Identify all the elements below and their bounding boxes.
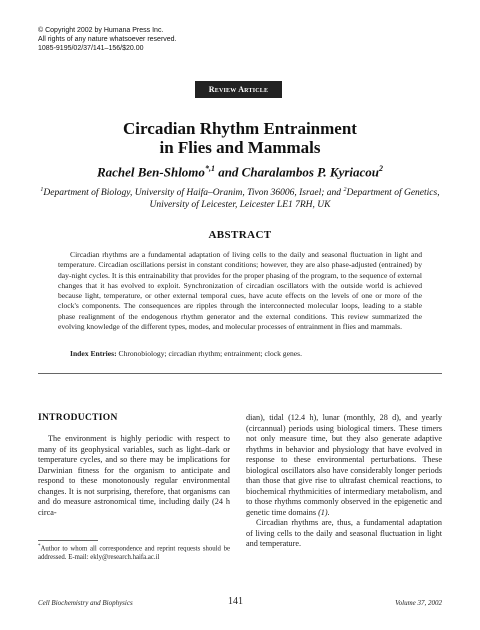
footnote-mark: * [38,544,41,549]
abstract-heading: ABSTRACT [208,229,272,241]
author-connector: and [214,164,242,180]
introduction-right-column [246,413,442,550]
journal-name: Cell Biochemistry and Biophysics [38,599,133,607]
author-1-mark: *,1 [204,164,215,173]
index-entries [70,349,422,359]
affiliation-2-text: Department of Genetics, University of Leicester, Leicester LE1 7RH, UK [149,188,440,211]
introduction-paragraph-continued [246,413,442,518]
affiliation-1-mark: 1 [40,187,44,193]
introduction-paragraph-2: Circadian rhythms are, thus, a fundamental adaptation of living cells to the daily and seasonal fluctuation in light and temperature. [246,518,442,548]
article-type-banner [195,81,282,98]
rights-line: All rights of any nature whatsoever reserved. [38,36,177,43]
affiliations [38,184,442,211]
affiliation-1-text: Department of Biology, University of Haifa–Oranim, Tivon 36006, Israel; and [43,188,344,199]
affiliation-2-mark: 2 [343,187,347,193]
index-entries-terms: Chronobiology; circadian rhythm; entrainment; clock genes. [116,349,302,358]
copyright-notice [38,26,298,53]
author-1-name: Rachel Ben-Shlomo [96,164,205,180]
paragraph-text: dian), tidal (12.4 h), lunar (monthly, 28 d), and yearly (circannual) periods using biological timers. These timers not only measure time, but they also generate adaptive rhythms in behavior and physiology that have evolved in response to these environmental perturbations. These biological oscillators also have considerably longer periods than those that give rise to ultrafast chemical reactions, to biochemical rhythmicities of intermediary metabolism, and to those rhythms commonly observed in the epigenetic and genetic time domains [246,413,442,517]
article-type-label: Review Article [208,85,269,94]
footnote-text: Author to whom all correspondence and reprint requests should be addressed. E-mail: ekly@research.haifa.ac.il [38,545,230,561]
copyright-line: © Copyright 2002 by Humana Press Inc. [38,27,164,34]
author-2-mark: 2 [379,164,384,173]
issn-line: 1085-9195/02/37/141–156/$20.00 [38,45,144,52]
author-list [40,161,440,179]
introduction-left-column: The environment is highly periodic with respect to many of its geophysical variables, such as light–dark or temperature cycles, and so there may be implications for Darwinian fitness for the organism to anticipate and respond to these monotonously regular environmental changes. It is not surprising, therefore, that organisms can and do measure astronomical time, including daily (24 h circa- [38,434,230,517]
footnote-rule [38,540,98,541]
citation-reference: (1). [318,507,330,517]
correspondence-footnote [38,543,230,562]
page-number: 141 [228,596,243,607]
volume-info: Volume 37, 2002 [395,599,442,607]
introduction-heading: INTRODUCTION [38,413,118,423]
author-2-name: Charalambos P. Kyriacou [241,164,380,180]
title-line-1: Circadian Rhythm Entrainment [123,119,357,138]
index-entries-label: Index Entries: [70,349,117,358]
article-title [60,119,420,157]
title-line-2: in Flies and Mammals [159,138,321,157]
section-divider [38,373,442,374]
abstract-text: Circadian rhythms are a fundamental adaptation of living cells to the daily and seasonal fluctuation in light and temperature. Circadian oscillations persist in constant conditions; however, they are also phase-adjusted (entrained) by day-night cycles. It is this entrainability that provides for the proper phasing of the program, to the sequence of external changes that it has evolved to exploit. Synchronization of circadian oscillators with the outside world is achieved because light, temperature, or other external temporal cues, have acute effects on the levels of one or more of the clock's components. The consequences are ripples through the interconnected molecular loops, leading to a stable phase realignment of the endogenous rhythm generator and the external conditions. This review summarized the evolving knowledge of the different types, modes, and molecular processes of entrainment in flies and mammals. [58,250,422,332]
